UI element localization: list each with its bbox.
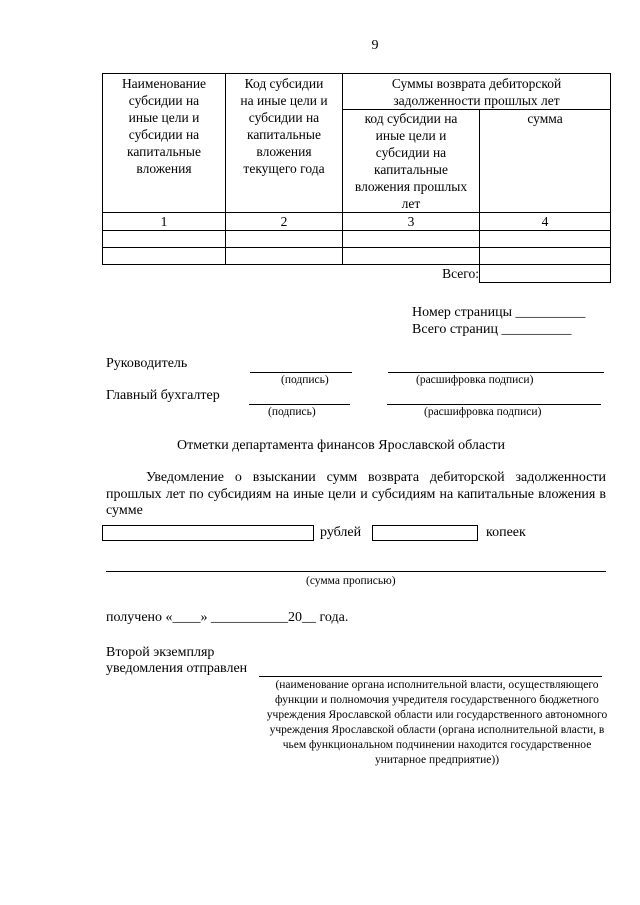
header-line: Наименование bbox=[121, 76, 207, 91]
header-line: субсидии на bbox=[248, 110, 320, 125]
header-lines bbox=[345, 75, 608, 109]
header-line: иные цели и bbox=[128, 110, 200, 125]
total-cell[interactable] bbox=[480, 265, 611, 283]
decoding-caption: (расшифровка подписи) bbox=[424, 406, 542, 418]
header-lines bbox=[345, 110, 477, 212]
header-line: на иные цели и bbox=[240, 93, 328, 108]
head-label: Руководитель bbox=[106, 356, 188, 371]
column-number-row bbox=[103, 213, 611, 231]
table-header-row bbox=[103, 74, 611, 110]
head-signature-line[interactable] bbox=[250, 372, 352, 373]
column-number: 1 bbox=[103, 213, 226, 231]
col4-header bbox=[480, 110, 611, 213]
header-line: капитальные bbox=[374, 162, 448, 177]
header-line: код субсидии на bbox=[364, 111, 458, 126]
header-line: иные цели и bbox=[375, 128, 447, 143]
column-number: 2 bbox=[226, 213, 343, 231]
header-line: субсидии на bbox=[128, 93, 200, 108]
header-line: лет bbox=[401, 196, 421, 211]
total-row bbox=[103, 265, 611, 283]
header-line: вложения прошлых bbox=[354, 179, 468, 194]
notice-text: Уведомление о взыскании сумм возврата дебиторской задолженности прошлых лет по субсидиям на иные цели и субсидиям на капитальные вложения в сумме bbox=[106, 470, 606, 518]
col2-header bbox=[226, 74, 343, 213]
accountant-decoding-line[interactable] bbox=[387, 404, 601, 405]
page-number-label: Номер страницы __________ bbox=[412, 305, 586, 320]
kopecks-label: копеек bbox=[486, 525, 526, 540]
header-line: капитальные bbox=[247, 127, 321, 142]
department-heading: Отметки департамента финансов Ярославской области bbox=[177, 438, 505, 453]
subsidy-table bbox=[102, 73, 611, 283]
header-line: капитальные bbox=[127, 144, 201, 159]
table-cell[interactable] bbox=[343, 248, 480, 265]
decoding-caption: (расшифровка подписи) bbox=[416, 374, 534, 386]
header-line: вложения bbox=[136, 161, 192, 176]
table-row bbox=[103, 248, 611, 265]
header-line: текущего года bbox=[243, 161, 325, 176]
group-header bbox=[343, 74, 611, 110]
col1-header bbox=[103, 74, 226, 213]
header-line: сумма bbox=[527, 111, 563, 126]
header-line: субсидии на bbox=[375, 145, 447, 160]
total-label: Всего: bbox=[442, 266, 479, 281]
rubles-amount-box[interactable] bbox=[102, 525, 314, 541]
total-pages-label: Всего страниц __________ bbox=[412, 322, 572, 337]
column-number: 4 bbox=[480, 213, 611, 231]
header-lines bbox=[105, 75, 223, 177]
second-copy-line1: Второй экземпляр bbox=[106, 645, 215, 660]
accountant-label: Главный бухгалтер bbox=[106, 388, 220, 403]
amount-words-line[interactable] bbox=[106, 571, 606, 572]
column-number: 3 bbox=[343, 213, 480, 231]
signature-caption: (подпись) bbox=[268, 406, 316, 418]
rubles-label: рублей bbox=[320, 525, 362, 540]
signature-caption: (подпись) bbox=[281, 374, 329, 386]
header-line: субсидии на bbox=[128, 127, 200, 142]
recipient-caption: (наименование органа исполнительной власти, осуществляющего функции и полномочия учредителя государственного бюджетного учреждения Ярославской области или государственного автономного учреждения Ярославской области (органа исполнительной власти, в чьем функциональном подчинении находится государственное унитарное предприятие)) bbox=[266, 679, 608, 766]
col3-header bbox=[343, 110, 480, 213]
header-line: Код субсидии bbox=[244, 76, 324, 91]
table-cell[interactable] bbox=[103, 248, 226, 265]
recipient-line[interactable] bbox=[259, 676, 602, 677]
page-number: 9 bbox=[371, 38, 379, 53]
table-cell[interactable] bbox=[103, 231, 226, 248]
header-line: вложения bbox=[256, 144, 312, 159]
kopecks-amount-box[interactable] bbox=[372, 525, 478, 541]
header-line: Суммы возврата дебиторской bbox=[391, 76, 562, 91]
second-copy-line2: уведомления отправлен bbox=[106, 661, 248, 676]
table-cell[interactable] bbox=[226, 248, 343, 265]
header-line: задолженности прошлых лет bbox=[393, 93, 560, 108]
table-cell[interactable] bbox=[343, 231, 480, 248]
table-row bbox=[103, 231, 611, 248]
header-lines bbox=[228, 75, 340, 177]
table-cell[interactable] bbox=[480, 231, 611, 248]
amount-words-caption: (сумма прописью) bbox=[306, 575, 396, 587]
table-cell[interactable] bbox=[480, 248, 611, 265]
table-cell[interactable] bbox=[226, 231, 343, 248]
head-decoding-line[interactable] bbox=[388, 372, 604, 373]
accountant-signature-line[interactable] bbox=[249, 404, 350, 405]
received-text: получено «____» ___________20__ года. bbox=[106, 610, 349, 625]
header-lines bbox=[482, 110, 608, 127]
